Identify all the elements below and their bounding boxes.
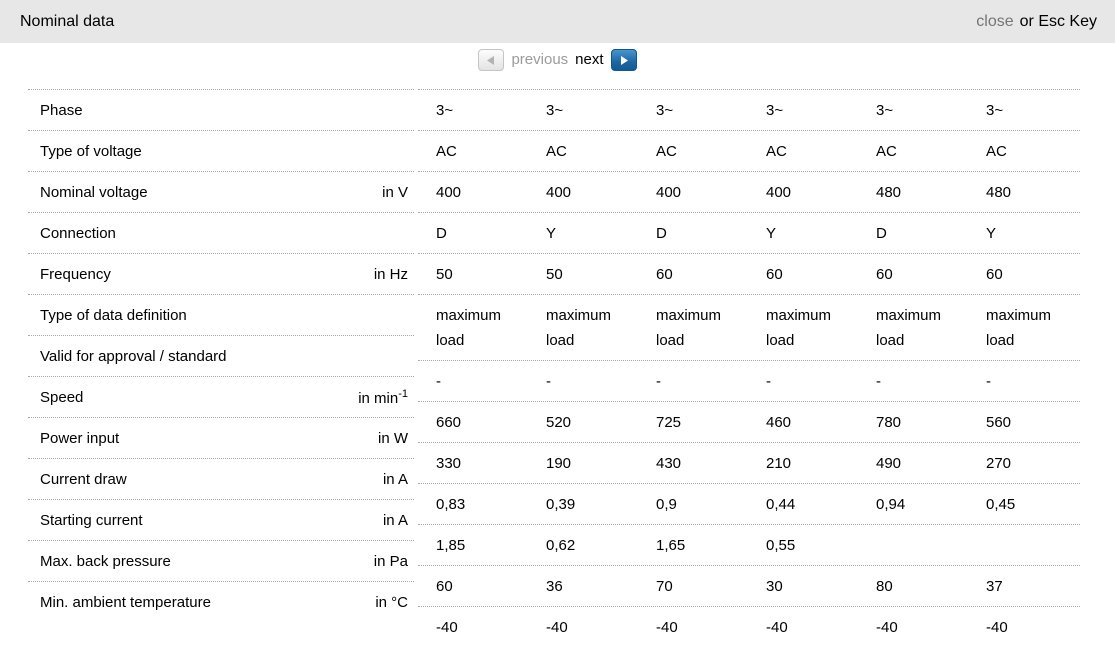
row-label: Max. back pressure: [40, 552, 171, 570]
table-row-label: [28, 130, 414, 171]
value-cell: AC: [546, 142, 567, 160]
close-controls: [976, 13, 1097, 31]
row-label: Connection: [40, 224, 116, 242]
value-cell: 0,62: [546, 536, 576, 554]
value-cell: 480: [986, 183, 1012, 201]
row-unit: in $\min^{-1}$: [358, 387, 408, 407]
value-cell: 60: [436, 577, 453, 595]
table-row-values: [418, 360, 1080, 401]
table-row-label: [28, 581, 414, 622]
value-cell: AC: [876, 142, 897, 160]
value-cell: 330: [436, 454, 462, 472]
value-cell: -: [656, 372, 661, 390]
value-cell: D: [656, 224, 667, 242]
table-row-values: [418, 89, 1080, 130]
next-button[interactable]: [611, 49, 637, 71]
value-cell: maximum load: [436, 306, 502, 349]
value-cell: 3~: [546, 101, 564, 119]
value-cell: -: [876, 372, 881, 390]
value-cell: AC: [766, 142, 787, 160]
value-cell: 430: [656, 454, 682, 472]
value-cell: maximum load: [546, 306, 612, 349]
value-cell: 50: [436, 265, 453, 283]
value-cell: 780: [876, 413, 902, 431]
value-cell: 560: [986, 413, 1012, 431]
value-cell: -40: [436, 618, 458, 636]
value-cell: -40: [766, 618, 788, 636]
table-row-values: [418, 401, 1080, 442]
value-cell: AC: [986, 142, 1007, 160]
value-cell: 70: [656, 577, 673, 595]
row-label: Current draw: [40, 470, 127, 488]
value-cell: AC: [656, 142, 677, 160]
row-unit: in Pa: [373, 552, 408, 570]
value-cell: 60: [656, 265, 673, 283]
table-row-values: [418, 524, 1080, 565]
value-cell: Y: [546, 224, 557, 242]
value-cell: 3~: [876, 101, 894, 119]
value-cell: 400: [436, 183, 462, 201]
table-row-label: [28, 171, 414, 212]
value-cell: -: [436, 372, 441, 390]
row-label: Power input: [40, 429, 120, 447]
next-label[interactable]: next: [575, 51, 604, 68]
value-cell: AC: [436, 142, 457, 160]
value-cell: maximum load: [656, 306, 722, 349]
pagination-nav: [0, 43, 1115, 89]
page-title: Nominal data: [20, 12, 115, 30]
value-cell: 270: [986, 454, 1012, 472]
table-row-values: [418, 130, 1080, 171]
value-cell: 725: [656, 413, 682, 431]
chevron-left-icon: [487, 56, 495, 65]
value-cell: 1,65: [656, 536, 686, 554]
parameter-labels-column: [28, 89, 414, 622]
value-cell: 3~: [656, 101, 674, 119]
value-cell: D: [436, 224, 447, 242]
row-unit: in W: [378, 429, 408, 447]
value-cell: 30: [766, 577, 783, 595]
previous-button[interactable]: [478, 49, 504, 71]
row-label: Phase: [40, 101, 83, 119]
value-cell: 3~: [986, 101, 1004, 119]
value-cell: -40: [656, 618, 678, 636]
value-cell: 210: [766, 454, 792, 472]
value-cell: 3~: [436, 101, 454, 119]
table-row-values: [418, 294, 1080, 360]
value-cell: -: [986, 372, 991, 390]
row-label: Valid for approval / standard: [40, 347, 227, 365]
row-unit-superscript: -1: [398, 387, 408, 400]
row-label: Starting current: [40, 511, 143, 529]
value-cell: 190: [546, 454, 572, 472]
parameter-values-grid: [418, 89, 1080, 647]
esc-key-hint: or Esc Key: [1019, 12, 1097, 30]
table-row-label: [28, 417, 414, 458]
value-cell: 60: [876, 265, 893, 283]
value-cell: 0,94: [876, 495, 906, 513]
value-cell: 0,44: [766, 495, 796, 513]
table-row-values: [418, 253, 1080, 294]
table-row-values: [418, 212, 1080, 253]
table-row-label: [28, 253, 414, 294]
value-cell: 1,85: [436, 536, 466, 554]
table-row-values: [418, 483, 1080, 524]
value-cell: 400: [766, 183, 792, 201]
table-row-label: [28, 499, 414, 540]
chevron-right-icon: [620, 56, 628, 65]
table-row-label: [28, 458, 414, 499]
value-cell: 0,55: [766, 536, 796, 554]
value-cell: maximum load: [766, 306, 832, 349]
value-cell: 60: [986, 265, 1003, 283]
value-cell: 490: [876, 454, 902, 472]
value-cell: 3~: [766, 101, 784, 119]
value-cell: -40: [876, 618, 898, 636]
value-cell: 0,83: [436, 495, 466, 513]
value-cell: 0,45: [986, 495, 1016, 513]
table-row-label: [28, 294, 414, 335]
dialog-header: [0, 0, 1115, 43]
row-unit: in A: [382, 470, 408, 488]
value-cell: D: [876, 224, 887, 242]
row-unit: in A: [382, 511, 408, 529]
close-link[interactable]: close: [976, 12, 1014, 30]
value-cell: -40: [546, 618, 568, 636]
value-cell: 36: [546, 577, 563, 595]
value-cell: 0,9: [656, 495, 677, 513]
value-cell: -: [546, 372, 551, 390]
table-row-values: [418, 442, 1080, 483]
table-row-values: [418, 171, 1080, 212]
value-cell: 0,39: [546, 495, 576, 513]
value-cell: 660: [436, 413, 462, 431]
row-unit: in Hz: [373, 265, 408, 283]
value-cell: 400: [656, 183, 682, 201]
table-row-label: [28, 376, 414, 417]
value-cell: 60: [766, 265, 783, 283]
row-label: Frequency: [40, 265, 111, 283]
row-unit: in V: [382, 183, 408, 201]
row-label: Nominal voltage: [40, 183, 148, 201]
value-cell: Y: [986, 224, 997, 242]
value-cell: 37: [986, 577, 1003, 595]
value-cell: -40: [986, 618, 1008, 636]
value-cell: 520: [546, 413, 572, 431]
value-cell: 480: [876, 183, 902, 201]
table-row-label: [28, 335, 414, 376]
value-cell: 400: [546, 183, 572, 201]
row-unit: in °C: [375, 593, 408, 611]
value-cell: 50: [546, 265, 563, 283]
row-label: Min. ambient temperature: [40, 593, 211, 611]
value-cell: 460: [766, 413, 792, 431]
row-label: Type of voltage: [40, 142, 142, 160]
table-row-label: [28, 212, 414, 253]
value-cell: maximum load: [986, 306, 1052, 349]
value-cell: -: [766, 372, 771, 390]
value-cell: Y: [766, 224, 777, 242]
table-row-values: [418, 565, 1080, 606]
nominal-data-table: [28, 89, 1080, 647]
row-label: Speed: [40, 388, 84, 406]
row-label: Type of data definition: [40, 306, 187, 324]
value-cell: 80: [876, 577, 893, 595]
table-row-values: [418, 606, 1080, 647]
value-cell: maximum load: [876, 306, 942, 349]
previous-label: previous: [511, 51, 569, 68]
table-row-label: [28, 540, 414, 581]
table-row-label: [28, 89, 414, 130]
